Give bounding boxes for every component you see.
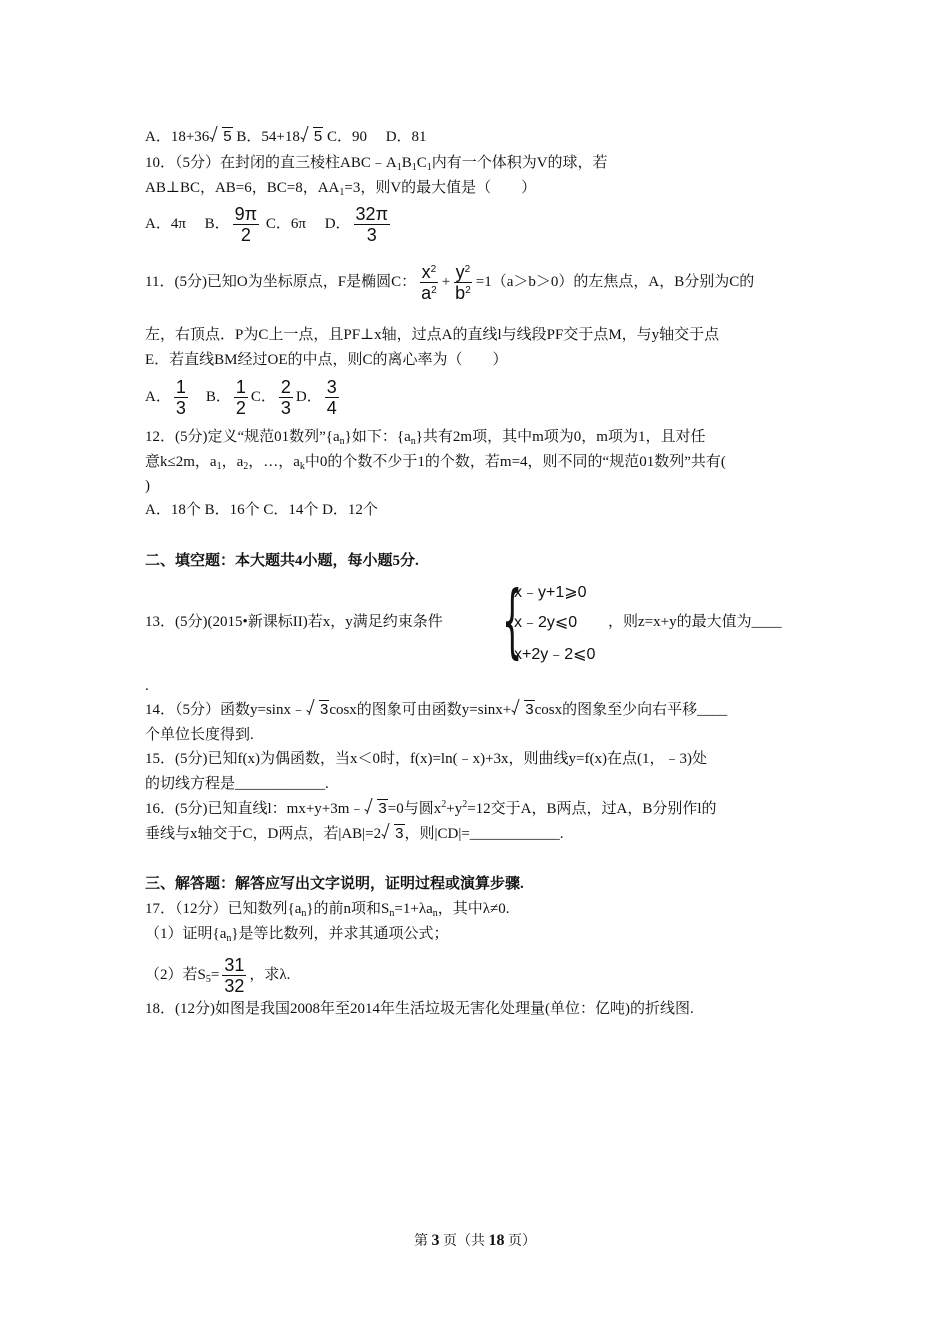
q11-line3: E．若直线BM经过OE的中点，则C的离心率为（ ） [145, 352, 508, 368]
q10-line1: 10．（5分）在封闭的直三棱柱$ABC﹣A_1B_1C_1$内有一个体积为V的球，若 [145, 155, 608, 173]
fraction: $\frac{32\pi}{3}$ [355, 204, 388, 245]
q11-line1: 11．(5分)已知O为坐标原点，F是椭圆C： $\frac{x^2}{a^2}$ + $\frac{y^2}{b^2}$ =1（a＞b＞0）的左焦点，A，B分别为C的 [145, 262, 755, 303]
sqrt-symbol: 3 [512, 700, 534, 720]
q13-dot: . [145, 678, 149, 694]
brace-symbol: { [502, 574, 523, 667]
sqrt-symbol: 3 [307, 700, 329, 720]
q16-line1: 16．(5分)已知直线l：mx+y+3m﹣ 3=0与圆$x^2+y^2=12$交于A，B两点，过A，B分别作l的 [145, 799, 717, 817]
q11-line2: 左，右顶点．P为C上一点，且PF⊥x轴，过点A的直线l与线段PF交于点M，与y轴交于点 [145, 327, 720, 343]
constraint-system: { x﹣y+1⩾0 x﹣2y⩽0 x+2y﹣2⩽0 [502, 574, 596, 667]
q13-text-b: ，则z=x+y的最大值为____ [608, 614, 782, 630]
section-3-heading: 三、解答题：解答应写出文字说明，证明过程或演算步骤. [145, 876, 524, 892]
sqrt-symbol: 3 [382, 824, 404, 844]
q13-text-a: 13．(5分)(2015•新课标II)若x，y满足约束条件 [145, 614, 443, 630]
sqrt-symbol: 5 [210, 127, 232, 147]
q18-line: 18．(12分)如图是我国2008年至2014年生活垃圾无害化处理量(单位：亿吨)的折线图. [145, 1001, 694, 1017]
q17-line2: （1）证明$\{a_n\}$是等比数列，并求其通项公式； [145, 926, 449, 944]
q14-line2: 个单位长度得到. [145, 727, 254, 743]
fraction: $\frac{y^2}{b^2}$ [455, 262, 471, 303]
q14-line1: 14．（5分）函数y=sinx﹣ 3cosx的图象可由函数y=sinx+ 3cosx的图象至少向右平移____ [145, 701, 728, 718]
q16-line2: 垂线与x轴交于C，D两点，若|AB|=2 3，则|CD|=____________. [145, 825, 564, 842]
q11-options: A． $\frac{1}{3}$ B． $\frac{1}{2}$ C． $\frac{2}{3}$ D． $\frac{3}{4}$ [145, 377, 337, 418]
q12-line2: 意k≤2m，$a_1$，$a_2$，…，$a_k$中0的个数不少于1的个数，若m=4，则不同的“规范01数列”共有( [145, 454, 726, 472]
q12-options: A．18个 B．16个 C．14个 D．12个 [145, 502, 378, 518]
sqrt-symbol: 3 [365, 799, 387, 819]
fraction: $\frac{3}{4}$ [326, 377, 337, 418]
fraction: $\frac{2}{3}$ [280, 377, 291, 418]
q17-line1: 17．（12分）已知数列$\{a_n\}$的前n项和$S_n=1+\lambda a_n$，其中λ≠0. [145, 901, 510, 919]
section-2-heading: 二、填空题：本大题共4小题，每小题5分. [145, 553, 419, 569]
q12-line1: 12．(5分)定义“规范01数列$”\{a_n\}$如下：$\{a_n\}$共有2m项，其中m项为0，m项为1，且对任 [145, 429, 706, 447]
fraction: $\frac{9\pi}{2}$ [234, 204, 258, 245]
q17-line3: （2）若$S_5=$ $\frac{31}{32}$ ，求λ. [145, 955, 291, 996]
q10-options: A．4π B． $\frac{9\pi}{2}$ C．6π D． $\frac{32\pi}{3}$ [145, 204, 388, 245]
sqrt-symbol: 5 [301, 127, 323, 147]
page-footer: 第 3 页（共 18 页） [414, 1232, 536, 1249]
q9-options: A．18+36 5 B．54+18 5 C．90 D．81 [145, 128, 427, 145]
fraction: $\frac{1}{2}$ [235, 377, 246, 418]
fraction: $\frac{x^2}{a^2}$ [421, 262, 437, 303]
q15-line2: 的切线方程是____________. [145, 776, 329, 792]
q12-line3: ) [145, 478, 150, 494]
q10-line2: AB⊥BC，AB=6，BC=8，$AA_1=3$，则V的最大值是（ ） [145, 180, 537, 198]
q15-line1: 15．(5分)已知f(x)为偶函数，当x＜0时，f(x)=ln(﹣x)+3x，则曲线y=f(x)在点(1，﹣3)处 [145, 751, 707, 767]
fraction: $\frac{31}{32}$ [224, 955, 245, 996]
fraction: $\frac{1}{3}$ [175, 377, 186, 418]
